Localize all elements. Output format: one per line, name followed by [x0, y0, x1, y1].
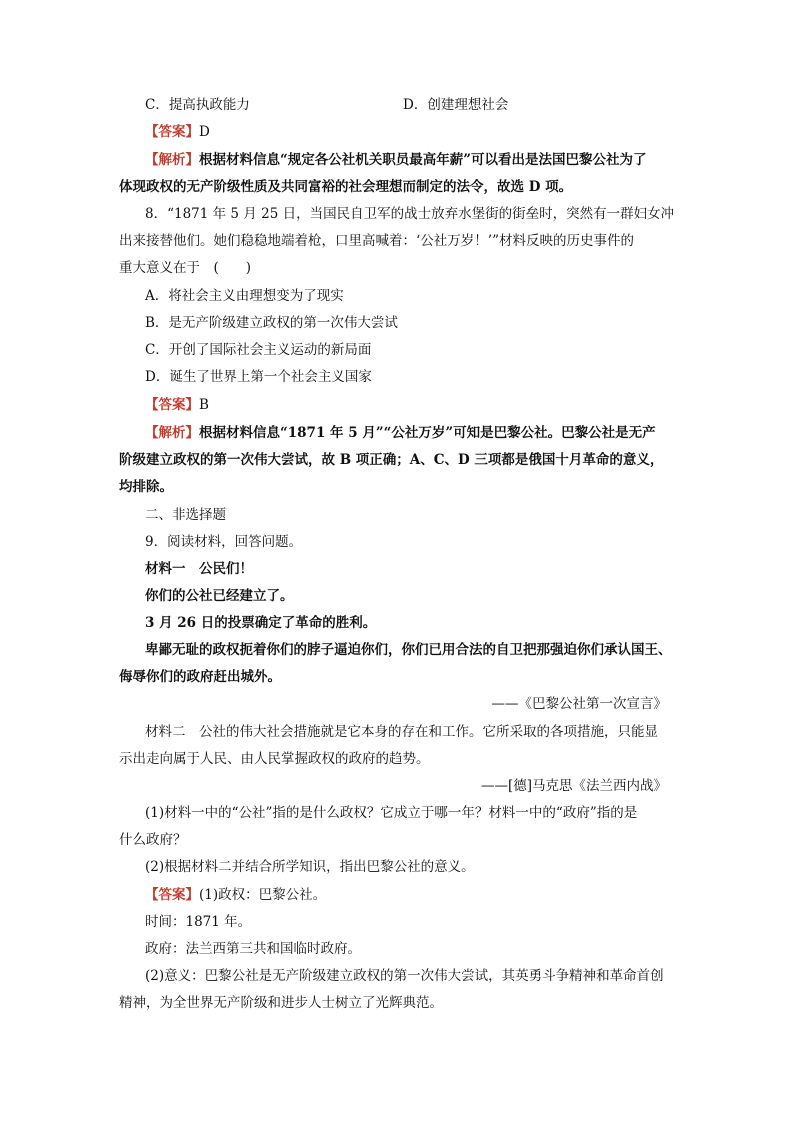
q7-answer — [145, 122, 210, 142]
q9-answer-line-3: 政府：法兰西第三共和国临时政府。 — [145, 941, 361, 957]
q8-analysis-line-2: 阶级建立政权的第一次伟大尝试，故 B 项正确；A、C、D 三项都是俄国十月革命的意义， — [119, 452, 664, 468]
q8-stem-line-3: 重大意义在于 ( ) — [119, 260, 252, 276]
q9-material1-line-1: 材料一 公民们！ — [145, 561, 253, 577]
answer-value: D — [199, 124, 210, 140]
q7-analysis-line-2: 体现政权的无产阶级性质及共同富裕的社会理想而制定的法令，故选 D 项。 — [119, 179, 573, 195]
answer-value: B — [199, 397, 209, 413]
q9-material1-line-5: 侮辱你们的政府赶出城外。 — [119, 669, 281, 685]
section-heading: 二、非选择题 — [145, 507, 226, 523]
q9-material1-line-3: 3 月 26 日的投票确定了革命的胜利。 — [145, 615, 377, 631]
q8-option-b: B．是无产阶级建立政权的第一次伟大尝试 — [145, 315, 398, 331]
q9-material2-line-1: 材料二 公社的伟大社会措施就是它本身的存在和工作。它所采取的各项措施，只能显 — [145, 724, 658, 740]
q9-answer-line-5: 精神，为全世界无产阶级和进步人士树立了光辉典范。 — [119, 995, 443, 1011]
q9-subquestion2: (2)根据材料二并结合所学知识，指出巴黎公社的意义。 — [145, 859, 475, 875]
q9-material1-source: ——《巴黎公社第一次宣言》 — [491, 696, 667, 712]
answer-tag: 【答案】 — [145, 887, 199, 903]
answer-tag: 【答案】 — [145, 124, 199, 140]
q9-material1-line-4: 卑鄙无耻的政权扼着你们的脖子逼迫你们，你们已用合法的自卫把那强迫你们承认国王、 — [145, 642, 672, 658]
q9-answer-line-2: 时间：1871 年。 — [145, 914, 252, 930]
q8-stem-line-1: 8．“1871 年 5 月 25 日，当国民自卫军的战士放弃水堡街的街垒时，突然有一群妇女冲 — [145, 206, 675, 222]
q9-material1-line-2: 你们的公社已经建立了。 — [145, 588, 294, 604]
q7-option-d: D．创建理想社会 — [403, 97, 509, 113]
q9-material2-line-2: 示出走向属于人民、由人民掌握政权的政府的趋势。 — [119, 751, 430, 767]
q9-stem: 9．阅读材料，回答问题。 — [145, 534, 303, 550]
q9-material2-source: ——[德]马克思《法兰西内战》 — [480, 778, 667, 794]
q9-subquestion1-line-2: 什么政府？ — [119, 832, 187, 848]
q9-subquestion1-line-1: (1)材料一中的“公社”指的是什么政权？它成立于哪一年？材料一中的“政府”指的是 — [145, 805, 638, 821]
q9-answer-line-4: (2)意义：巴黎公社是无产阶级建立政权的第一次伟大尝试，其英勇斗争精神和革命首创 — [145, 968, 664, 984]
q8-option-c: C．开创了国际社会主义运动的新局面 — [145, 342, 372, 358]
q8-option-d: D．诞生了世界上第一个社会主义国家 — [145, 369, 372, 385]
q8-analysis-line-1: 【解析】根据材料信息“1871 年 5 月”“公社万岁”可知是巴黎公社。巴黎公社是无产 — [145, 425, 656, 441]
answer-tag: 【答案】 — [145, 397, 199, 413]
q8-option-a: A．将社会主义由理想变为了现实 — [145, 288, 344, 304]
q7-option-c: C．提高执政能力 — [145, 97, 250, 113]
analysis-tag: 【解析】 — [145, 152, 199, 168]
q8-stem-line-2: 出来接替他们。她们稳稳地端着枪，口里高喊着：‘公社万岁！’”材料反映的历史事件的 — [119, 233, 634, 249]
q8-answer — [145, 395, 209, 415]
q7-analysis-line-1: 【解析】根据材料信息“规定各公社机关职员最高年薪”可以看出是法国巴黎公社为了 — [145, 152, 647, 168]
analysis-tag: 【解析】 — [145, 425, 199, 441]
q8-analysis-line-3: 均排除。 — [119, 479, 173, 495]
q9-answer-line-1: 【答案】(1)政权：巴黎公社。 — [145, 887, 327, 903]
